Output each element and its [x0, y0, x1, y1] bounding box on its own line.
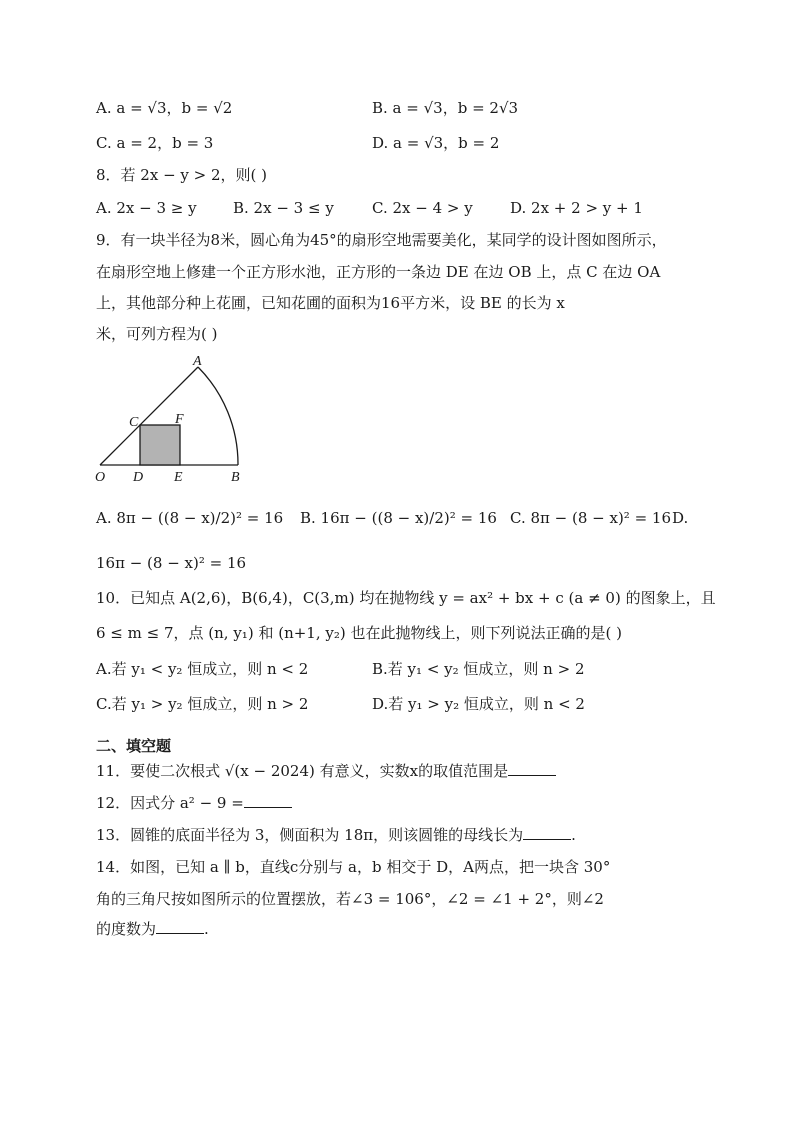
label-d: D — [133, 470, 144, 485]
q13-text: 13．圆锥的底面半径为 3，侧面积为 18π，则该圆锥的母线长为 — [96, 826, 524, 844]
q11 — [96, 760, 556, 782]
q8-option-c: C. 2x − 4 > y — [372, 199, 473, 217]
q7-option-b: B. a = √3，b = 2√3 — [372, 99, 519, 117]
q11-text: 11．要使二次根式 √(x − 2024) 有意义，实数x的取值范围是 — [96, 762, 509, 780]
q10-option-c: C.若 y₁ > y₂ 恒成立，则 n > 2 — [96, 695, 309, 713]
q8-option-d: D. 2x + 2 > y + 1 — [510, 199, 643, 217]
arc-ab — [198, 367, 238, 465]
q9-option-c: C. 8π − (8 − x)² = 16 — [510, 509, 672, 527]
q9-line-1: 9．有一块半径为8米，圆心角为45°的扇形空地需要美化，某同学的设计图如图所示， — [96, 231, 667, 249]
q14-line-1: 14．如图，已知 a ∥ b，直线c分别与 a，b 相交于 D，A两点，把一块含 30° — [96, 858, 611, 876]
q7-option-d: D. a = √3，b = 2 — [372, 134, 500, 152]
label-o: O — [95, 470, 106, 485]
q12-answer-blank[interactable] — [244, 793, 292, 808]
q7-option-a: A. a = √3，b = √2 — [96, 99, 233, 117]
label-e: E — [174, 470, 183, 485]
sector-figure — [92, 350, 252, 485]
q9-option-d-label: D. — [672, 509, 689, 527]
q9-line-2: 在扇形空地上修建一个正方形水池，正方形的一条边 DE 在边 OB 上，点 C 在边 OA — [96, 263, 661, 281]
q14-line-2: 角的三角尺按如图所示的位置摆放，若∠3 = 106°，∠2 = ∠1 + 2°，则∠2 — [96, 890, 604, 908]
label-b: B — [231, 470, 240, 485]
section-heading: 二、填空题 — [96, 737, 172, 755]
q10-line-2: 6 ≤ m ≤ 7，点 (n, y₁) 和 (n+1, y₂) 也在此抛物线上，则下列说法正确的是( ) — [96, 624, 622, 642]
q10-option-d: D.若 y₁ > y₂ 恒成立，则 n < 2 — [372, 695, 585, 713]
q10-option-b: B.若 y₁ < y₂ 恒成立，则 n > 2 — [372, 660, 585, 678]
q14-answer-blank[interactable] — [156, 919, 204, 934]
q9-option-a: A. 8π − ((8 − x)/2)² = 16 — [96, 509, 284, 527]
label-a: A — [193, 354, 202, 369]
q8-option-b: B. 2x − 3 ≤ y — [233, 199, 334, 217]
square-pool — [140, 425, 180, 465]
q9-line-3: 上，其他部分种上花圃，已知花圃的面积为16平方米，设 BE 的长为 x — [96, 294, 565, 312]
q9-option-b: B. 16π − ((8 − x)/2)² = 16 — [300, 509, 497, 527]
q13-answer-blank[interactable] — [523, 825, 571, 840]
q13: 13．圆锥的底面半径为 3，侧面积为 18π，则该圆锥的母线长为 . — [96, 826, 576, 844]
q10-line-1: 10．已知点 A(2,6)，B(6,4)，C(3,m) 均在抛物线 y = ax² + bx + c (a ≠ 0) 的图象上，且 — [96, 589, 716, 607]
q12 — [96, 792, 292, 814]
q14-line-3-wrap: 的度数为 . — [96, 920, 209, 938]
q12-text: 12．因式分 a² − 9 = — [96, 794, 244, 812]
label-f: F — [175, 412, 184, 427]
q11-answer-blank[interactable] — [508, 761, 556, 776]
q9-line-4: 米，可列方程为( ) — [96, 325, 218, 343]
q14-line-3: 的度数为 — [96, 920, 157, 938]
q8-stem: 8．若 2x − y > 2，则( ) — [96, 166, 268, 184]
q10-option-a: A.若 y₁ < y₂ 恒成立，则 n < 2 — [96, 660, 309, 678]
q9-option-d-text: 16π − (8 − x)² = 16 — [96, 554, 247, 572]
q7-option-c: C. a = 2，b = 3 — [96, 134, 214, 152]
label-c: C — [129, 415, 139, 430]
q8-option-a: A. 2x − 3 ≥ y — [96, 199, 197, 217]
